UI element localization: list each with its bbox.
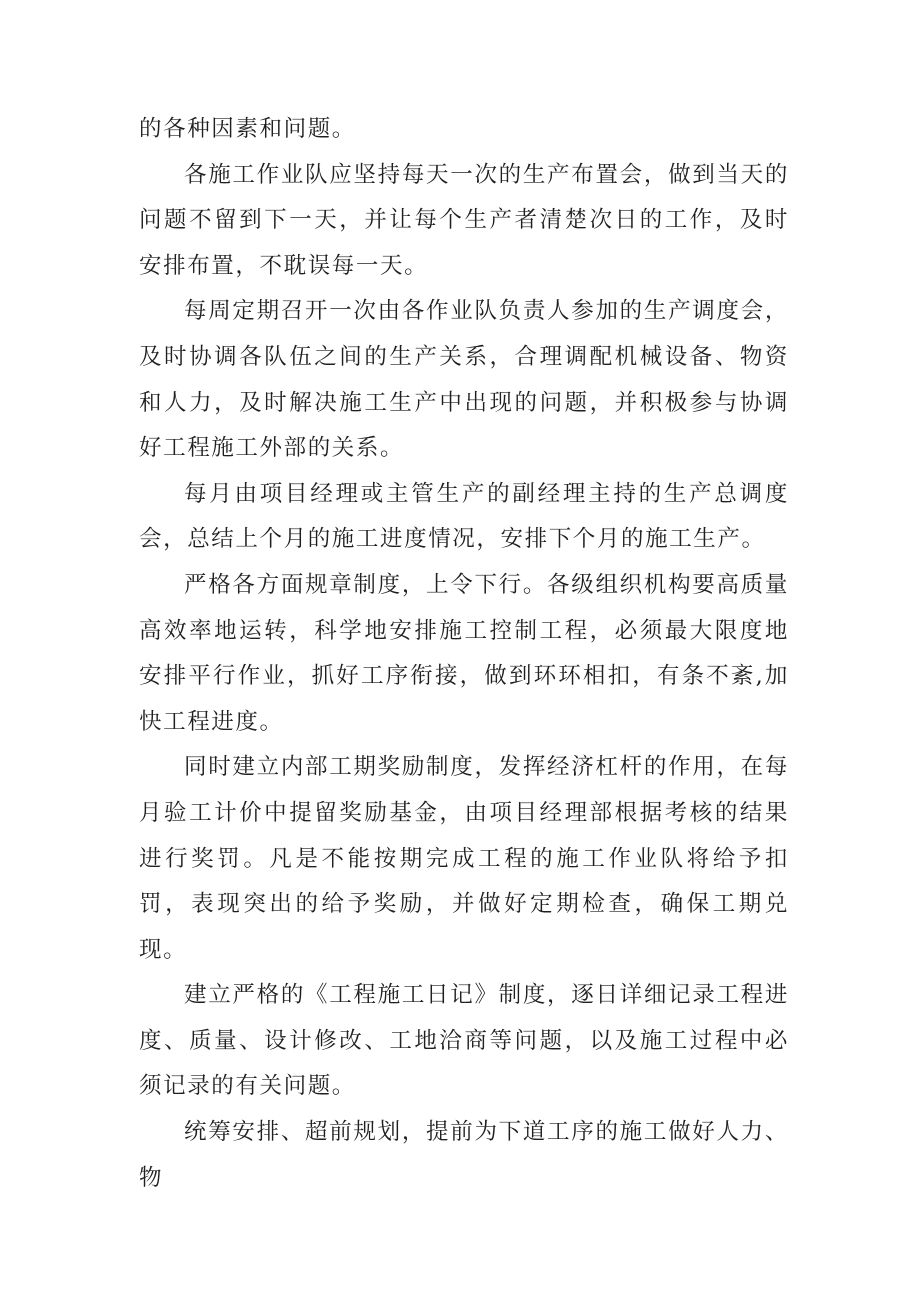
paragraph-incentive: 同时建立内部工期奖励制度，发挥经济杠杆的作用，在每月验工计价中提留奖励基金，由项目经理部根据考核的结果进行奖罚。凡是不能按期完成工程的施工作业队将给予扣罚，表现突出的给予奖励，并做好定期检查，确保工期兑现。	[139, 754, 789, 963]
paragraph-construction-diary: 建立严格的《工程施工日记》制度，逐日详细记录工程进度、质量、设计修改、工地洽商等问题，以及施工过程中必须记录的有关问题。	[139, 982, 789, 1100]
paragraph-monthly-meeting: 每月由项目经理或主管生产的副经理主持的生产总调度会，总结上个月的施工进度情况，安排下个月的施工生产。	[139, 480, 789, 553]
document-body	[139, 107, 789, 1201]
paragraph-planning: 统筹安排、超前规划，提前为下道工序的施工做好人力、物	[139, 1119, 789, 1191]
paragraph-rules: 严格各方面规章制度，上令下行。各级组织机构要高质量高效率地运转，科学地安排施工控制工程，必须最大限度地安排平行作业，抓好工序衔接，做到环环相扣，有条不紊,加快工程进度。	[139, 571, 789, 735]
paragraph-daily-meeting: 各施工作业队应坚持每天一次的生产布置会，做到当天的问题不留到下一天，并让每个生产者清楚次日的工作，及时安排布置，不耽误每一天。	[139, 161, 789, 279]
paragraph-continuation: 的各种因素和问题。	[139, 116, 356, 142]
paragraph-weekly-meeting: 每周定期召开一次由各作业队负责人参加的生产调度会，及时协调各队伍之间的生产关系，合理调配机械设备、物资和人力，及时解决施工生产中出现的问题，并积极参与协调好工程施工外部的关系。	[139, 298, 789, 462]
